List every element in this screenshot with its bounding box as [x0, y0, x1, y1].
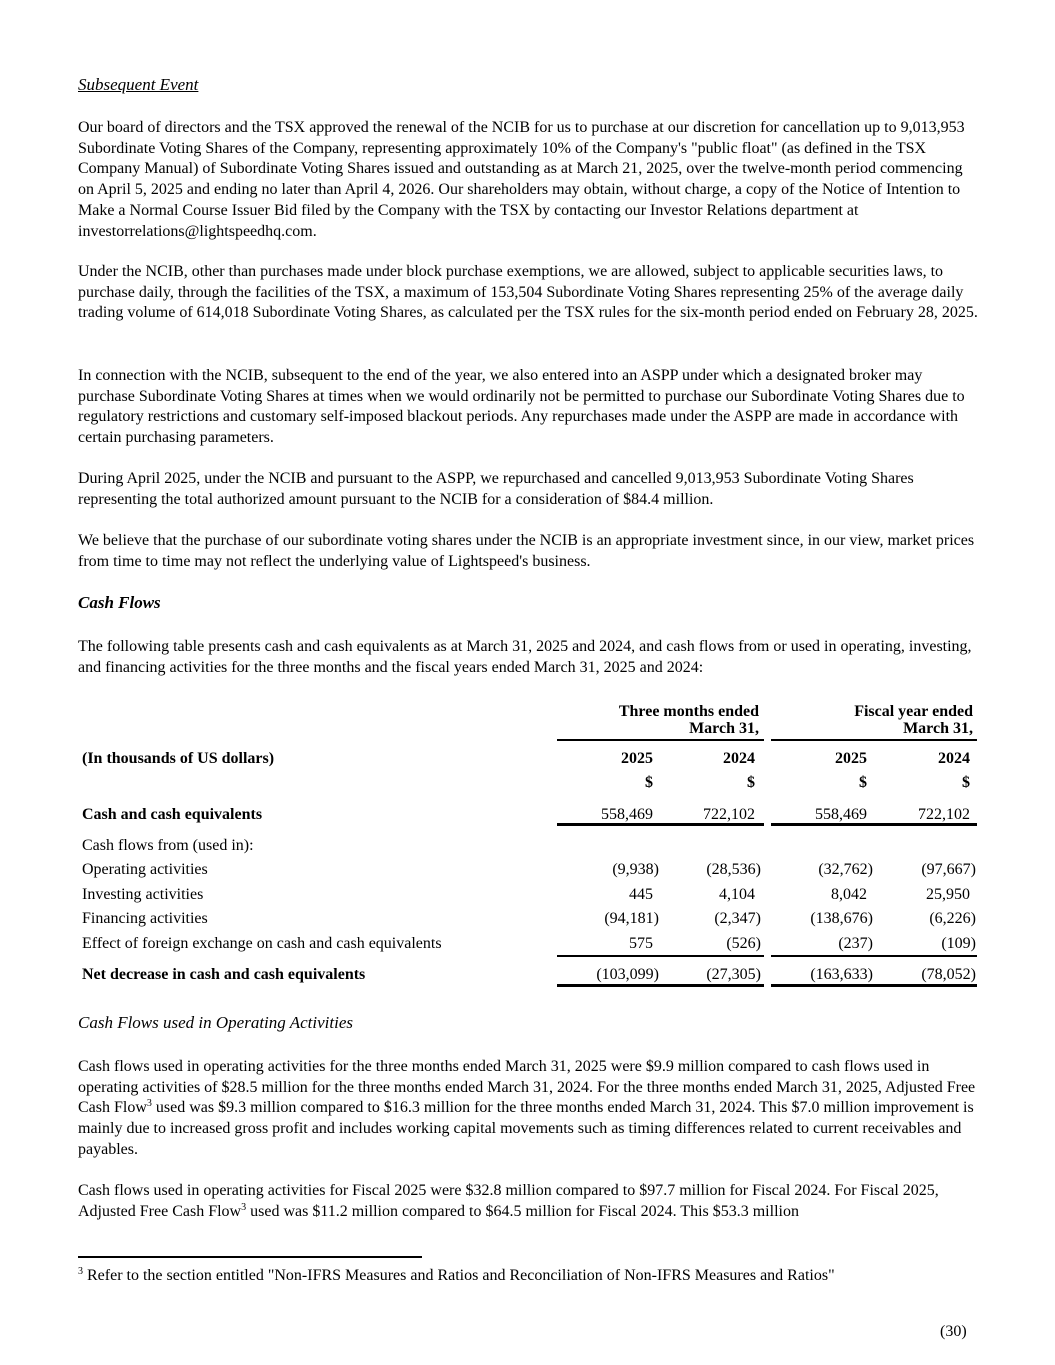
page-number: (30) [940, 1323, 967, 1340]
divider [771, 955, 977, 957]
table-cell: 8,042 [831, 885, 867, 903]
table-row-label: Financing activities [82, 910, 208, 927]
group-header-three-months [560, 703, 759, 737]
cash-flows-heading: Cash Flows [78, 593, 161, 612]
units-label: (In thousands of US dollars) [82, 750, 275, 767]
group-header-fiscal-year [775, 703, 973, 737]
table-cell: (163,633) [810, 966, 873, 983]
group-header-line2: March 31, [689, 720, 759, 737]
table-cell: (32,762) [818, 861, 873, 878]
subsequent-event-heading: Subsequent Event [78, 75, 199, 94]
table-cell: (109) [941, 934, 976, 952]
divider-thick [557, 823, 764, 826]
text: Cash flows used in operating activities for Fiscal 2025 were $32.8 million compared to $97.7 million for Fiscal 2024. For Fiscal 2025, Adjusted Free Cash Flow [78, 1182, 939, 1220]
table-cell: (237) [838, 934, 873, 952]
year-header: 2025 [835, 750, 867, 767]
currency-header: $ [747, 774, 755, 791]
group-header-line2: March 31, [903, 720, 973, 737]
currency-header: $ [859, 774, 867, 791]
currency-header: $ [645, 774, 653, 791]
footnote-ref: 3 [146, 1098, 152, 1110]
table-cell: (78,052) [921, 966, 976, 983]
year-header: 2025 [621, 750, 653, 767]
table-cell: (94,181) [604, 910, 659, 927]
operating-activities-heading: Cash Flows used in Operating Activities [78, 1013, 353, 1032]
table-row-label: Investing activities [82, 885, 204, 903]
table-cell: 445 [629, 885, 653, 903]
footnote-divider [78, 1256, 422, 1258]
table-cell: 25,950 [926, 885, 970, 903]
divider-thick [557, 984, 764, 987]
year-header: 2024 [723, 750, 755, 767]
paragraph-aspp: In connection with the NCIB, subsequent to the end of the year, we also entered into an ASPP under which a designated broker may purchase Subordinate Voting Shares at times when we would ordinarily not be permitted to purchase our Subordinate Voting Shares due to regulatory restrictions and customary self-imposed blackout periods. Any repurchases made under the ASPP are made in accordance with certain purchasing parameters. [78, 367, 965, 447]
divider-thick [771, 984, 977, 987]
table-cell: (138,676) [810, 910, 873, 927]
table-cell: (6,226) [929, 910, 976, 927]
paragraph-ncib-renewal: Our board of directors and the TSX approved the renewal of the NCIB for us to purchase at our discretion for cancellation up to 9,013,953 Subordinate Voting Shares of the Company, representing approximately 10% of the Company's "public float" (as defined in the TSX Company Manual) of Subordinate Voting Shares issued and outstanding as at March 21, 2025, over the twelve-month period commencing on April 5, 2025 and ending no later than April 4, 2026. Our shareholders may obtain, without charge, a copy of the Notice of Intention to Make a Normal Course Issuer Bid filed by the Company with the TSX by contacting our Investor Relations department at investorrelations@lightspeedhq.com. [78, 119, 965, 240]
table-cell: 558,469 [815, 806, 867, 823]
table-row-label: Operating activities [82, 861, 208, 878]
table-cell: 558,469 [601, 806, 653, 823]
table-cell: (9,938) [612, 861, 659, 878]
footnote-number: 3 [78, 1266, 83, 1277]
group-header-line1: Three months ended [618, 703, 759, 720]
table-cell: (27,305) [706, 966, 761, 983]
year-header: 2024 [938, 750, 970, 767]
footnote [78, 1266, 978, 1287]
divider [557, 739, 764, 741]
paragraph-operating-fiscal [78, 1181, 978, 1222]
table-cell: (526) [726, 934, 761, 952]
paragraph-operating-quarter [78, 1057, 978, 1161]
text: Cash flows used in operating activities for the three months ended March 31, 2025 were $9.9 million compared to cash flows used in operating activities of $28.5 million for the three months ended March 31, 2024. For the three months ended March 31, 2025, Adjusted Free Cash Flow [78, 1058, 976, 1117]
table-cell: 575 [629, 934, 653, 952]
table-cell: 4,104 [719, 885, 755, 903]
currency-header: $ [962, 774, 970, 791]
table-cell: 722,102 [918, 806, 970, 823]
table-cell: (2,347) [714, 910, 761, 927]
paragraph-investment: We believe that the purchase of our subordinate voting shares under the NCIB is an appropriate investment since, in our view, market prices from time to time may not reflect the underlying value of Lightspeed's business. [78, 532, 975, 570]
divider [557, 955, 764, 957]
table-cell: (103,099) [596, 966, 659, 983]
footnote-text: Refer to the section entitled "Non-IFRS Measures and Ratios and Reconciliation of Non-IFRS Measures and Ratios" [83, 1267, 835, 1284]
table-cell: (97,667) [921, 861, 976, 878]
paragraph-repurchase: During April 2025, under the NCIB and pursuant to the ASPP, we repurchased and cancelled 9,013,953 Subordinate Voting Shares representing the total authorized amount pursuant to the NCIB for a consideration of $84.4 million. [78, 470, 914, 508]
total-row-label: Net decrease in cash and cash equivalents [82, 966, 366, 983]
cash-row-label: Cash and cash equivalents [82, 806, 263, 823]
group-header-line1: Fiscal year ended [854, 703, 973, 720]
divider-thick [771, 823, 977, 826]
table-cell: 722,102 [703, 806, 755, 823]
text: used was $9.3 million compared to $16.3 million for the three months ended March 31, 2024. This $7.0 million improvement is mainly due to increased gross profit and includes working capital movements such as timing differences related to current receivables and payables. [78, 1099, 974, 1158]
table-cell: (28,536) [706, 861, 761, 878]
section-label: Cash flows from (used in): [82, 837, 254, 854]
table-row-label: Effect of foreign exchange on cash and cash equivalents [82, 934, 442, 952]
paragraph-ncib-limits: Under the NCIB, other than purchases made under block purchase exemptions, we are allowed, subject to applicable securities laws, to purchase daily, through the facilities of the TSX, a maximum of 153,504 Subordinate Voting Shares representing 25% of the average daily trading volume of 614,018 Subordinate Voting Shares, as calculated per the TSX rules for the six-month period ended on February 28, 2025. [78, 263, 978, 322]
text: used was $11.2 million compared to $64.5 million for Fiscal 2024. This $53.3 million [246, 1202, 799, 1220]
footnote-ref: 3 [241, 1201, 247, 1213]
divider [771, 739, 977, 741]
cash-flows-intro: The following table presents cash and cash equivalents as at March 31, 2025 and 2024, and cash flows from or used in operating, investing, and financing activities for the three months and the fiscal years ended March 31, 2025 and 2024: [78, 638, 972, 676]
